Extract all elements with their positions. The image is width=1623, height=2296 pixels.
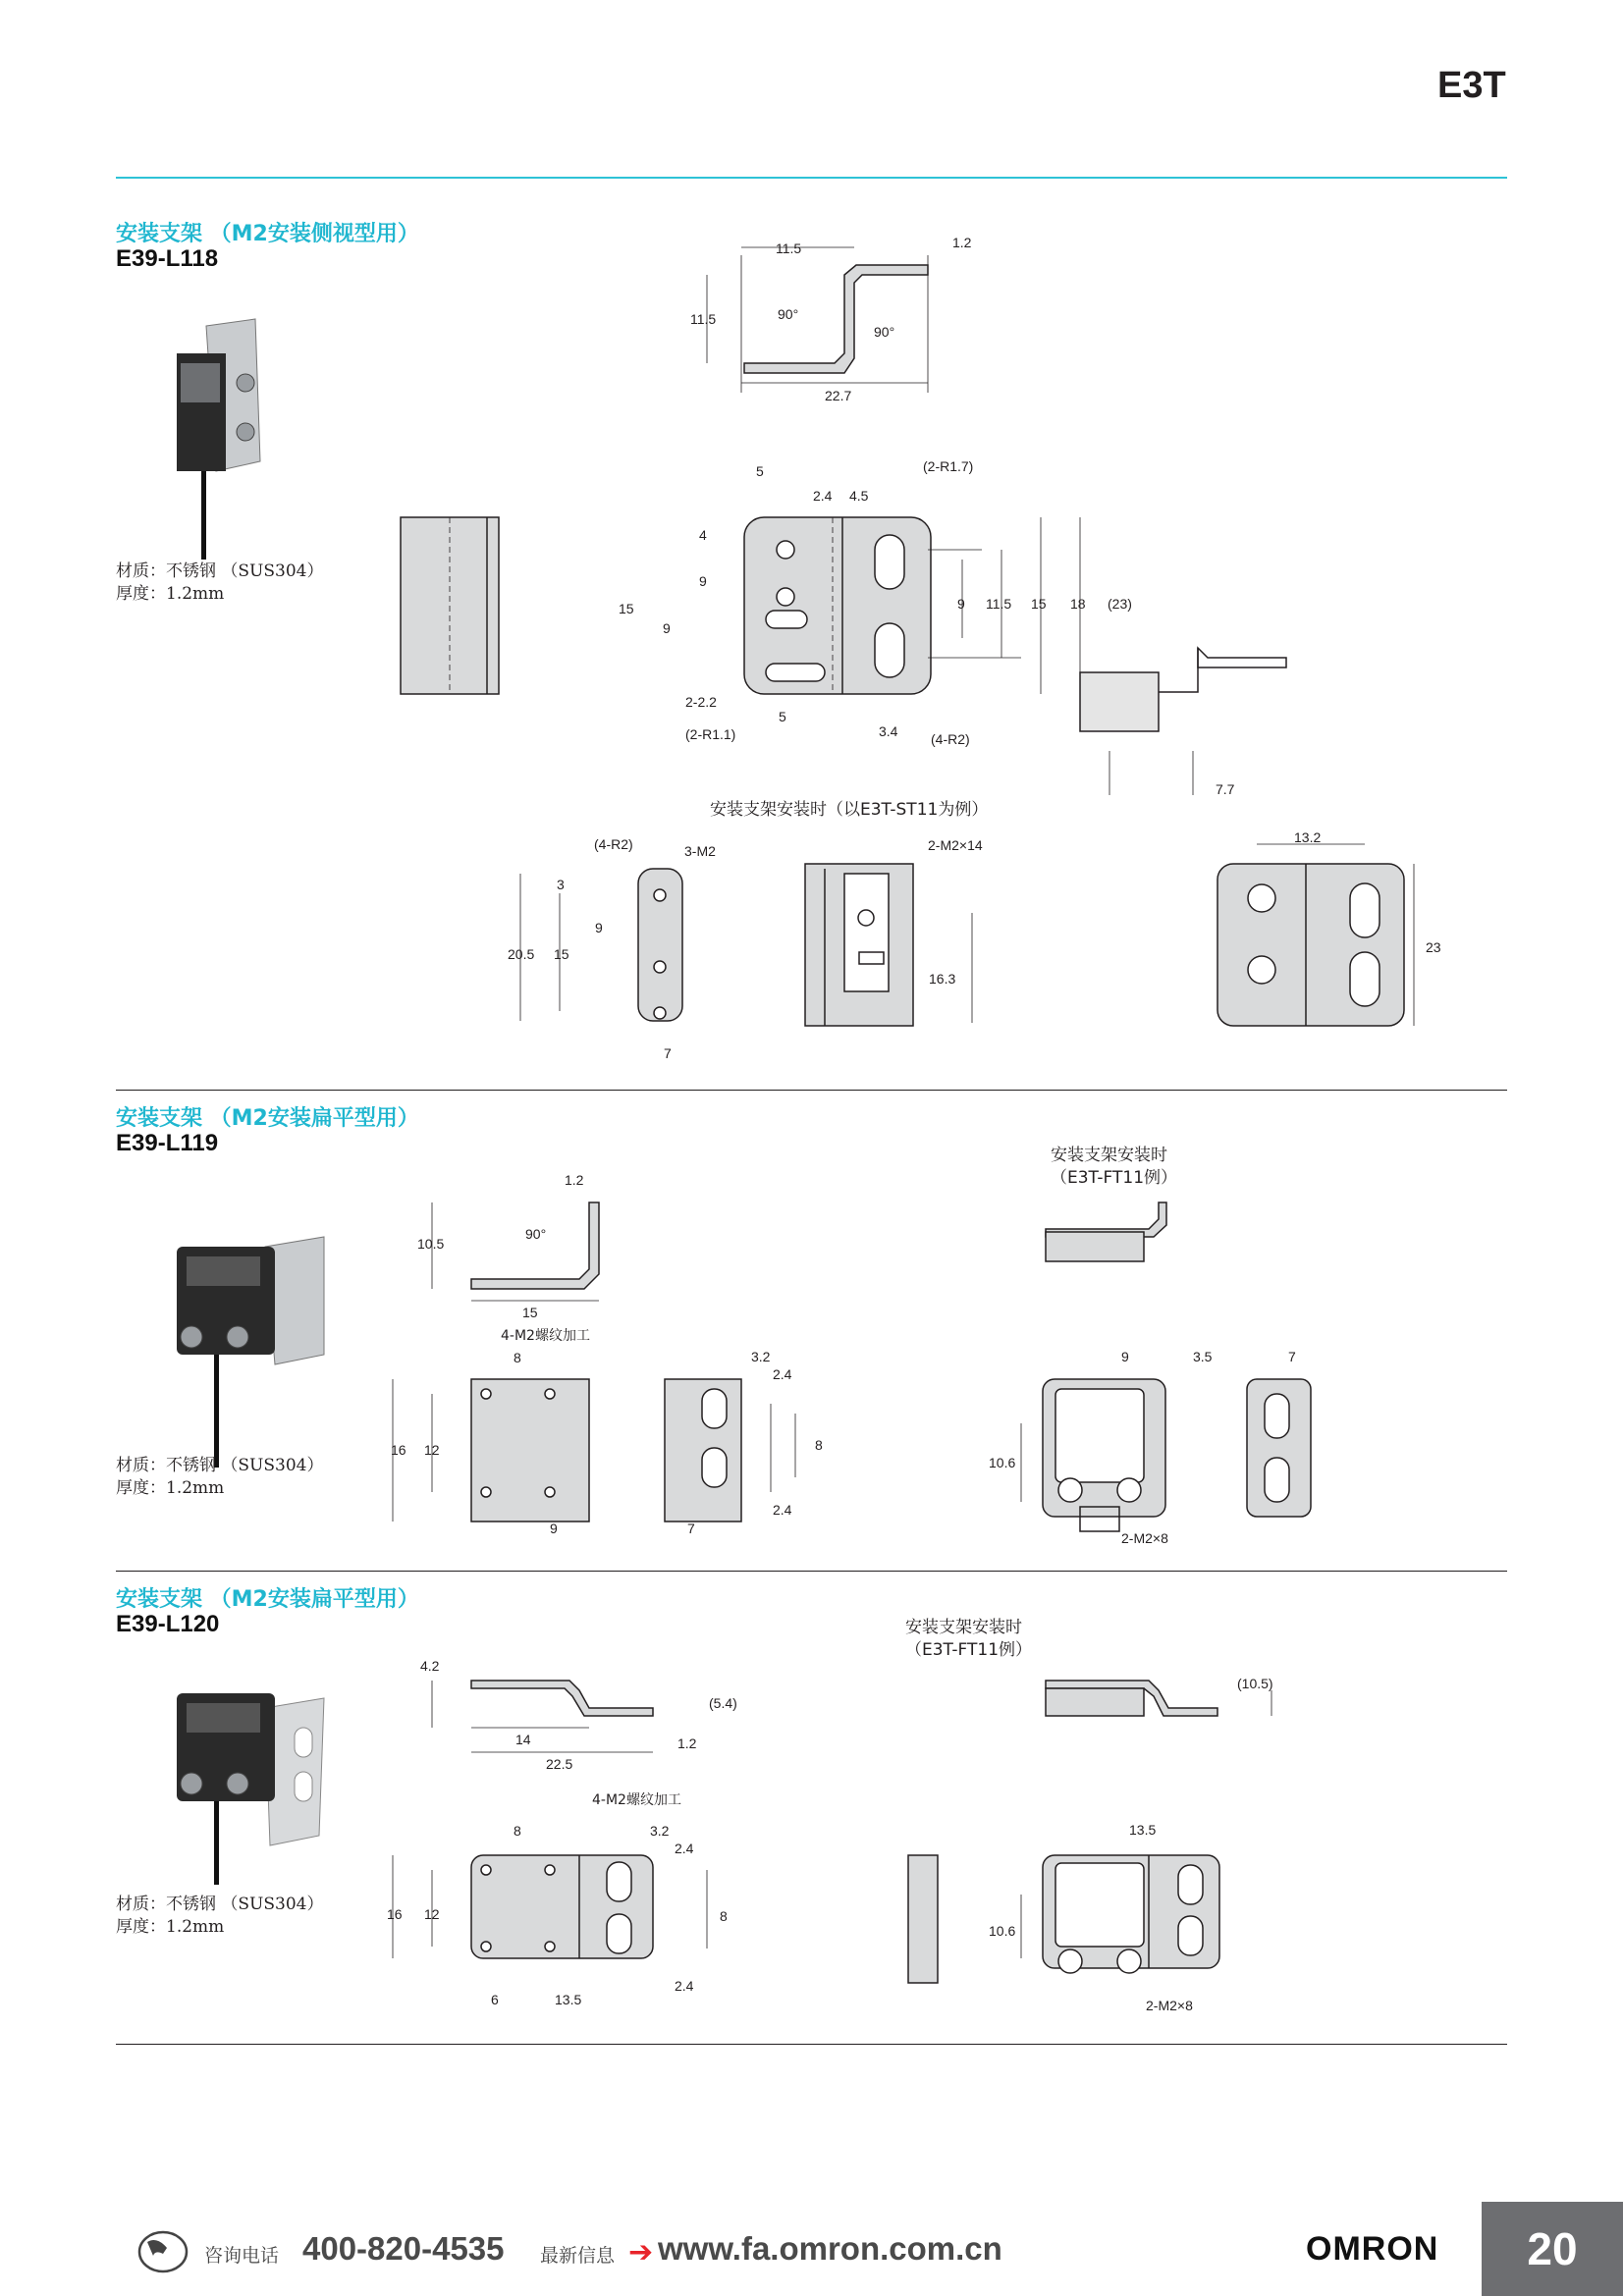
dim: 1.2	[565, 1172, 584, 1188]
dim: 22.7	[825, 388, 852, 403]
hotline-phone: 400-820-4535	[302, 2230, 505, 2267]
dim: 2.4	[675, 1978, 694, 1994]
dim: 9	[699, 573, 707, 589]
dim: 90°	[874, 324, 895, 340]
dim: 3.2	[650, 1823, 670, 1839]
dim: 7	[1288, 1349, 1296, 1364]
mount-caption-3b: （E3T-FT11例）	[905, 1640, 1033, 1660]
hotline-phone-icon	[135, 2228, 190, 2275]
model-number-1: E39-L118	[116, 245, 219, 272]
dim: 3	[557, 877, 565, 892]
website-link[interactable]: www.fa.omron.com.cn	[658, 2230, 1002, 2267]
dim: 11.5	[986, 596, 1012, 612]
dim: 5	[756, 463, 764, 479]
dim: 20.5	[508, 946, 535, 962]
dim: 2-M2×14	[928, 837, 983, 853]
thickness-3: 厚度：1.2mm	[116, 1917, 225, 1937]
dim: 90°	[525, 1226, 547, 1242]
dim: 7	[664, 1045, 672, 1061]
dim: (4-R2)	[931, 731, 970, 747]
dim: 2.4	[813, 488, 833, 504]
dim: 12	[424, 1442, 440, 1458]
product-photo-2	[157, 1227, 334, 1472]
dim: 2.4	[675, 1841, 694, 1856]
hotline-label: 咨询电话	[204, 2245, 280, 2267]
dim: 7	[687, 1521, 695, 1536]
dim: 16.3	[929, 971, 956, 987]
dim: 23	[1426, 939, 1441, 955]
dim-top: 11.5	[776, 240, 802, 256]
dim: 3.5	[1193, 1349, 1213, 1364]
section-divider-1	[116, 1090, 1507, 1091]
dim: 13.2	[1294, 829, 1322, 845]
news-label: 最新信息	[540, 2245, 616, 2267]
dim: 15	[1031, 596, 1047, 612]
omron-logo: OMRON	[1306, 2230, 1439, 2268]
dim: 2-M2×8	[1121, 1530, 1168, 1546]
model-number-3: E39-L120	[116, 1611, 220, 1637]
thickness-1: 厚度：1.2mm	[116, 584, 225, 604]
dim: (5.4)	[709, 1695, 737, 1711]
dim: 15	[522, 1305, 538, 1320]
section-divider-2	[116, 1571, 1507, 1572]
product-photo-3	[157, 1659, 334, 1885]
mount-caption-3a: 安装支架安装时	[905, 1618, 1022, 1637]
material-3: 材质：不锈钢 （SUS304）	[116, 1895, 324, 1914]
section-divider-3	[116, 2044, 1507, 2045]
dim: 12	[424, 1906, 440, 1922]
dim: (2-R1.7)	[923, 458, 974, 474]
dim: 13.5	[555, 1992, 582, 2007]
dim: 16	[387, 1906, 403, 1922]
dim: 6	[491, 1992, 499, 2007]
section-title-1: 安装支架 （M2安装侧视型用）	[116, 222, 419, 246]
dim: 5	[779, 709, 786, 724]
arrow-right-icon: ➔	[628, 2235, 654, 2269]
dim: 1.2	[677, 1735, 697, 1751]
section-title-2: 安装支架 （M2安装扁平型用）	[116, 1106, 419, 1131]
dim: 9	[550, 1521, 558, 1536]
drawing-e39-l118	[393, 226, 1441, 1090]
mount-caption-2a: 安装支架安装时	[1051, 1146, 1167, 1165]
dim: 3.2	[751, 1349, 771, 1364]
dim: 16	[391, 1442, 406, 1458]
dim: (4-R2)	[594, 836, 633, 852]
dim: 9	[663, 620, 671, 636]
dim: 9	[595, 920, 603, 935]
mount-caption-1: 安装支架安装时（以E3T-ST11为例）	[710, 800, 989, 820]
dim: 3-M2	[684, 843, 716, 859]
drawing-e39-l120	[387, 1618, 1414, 2042]
dim: 90°	[778, 306, 799, 322]
mount-caption-2b: （E3T-FT11例）	[1051, 1168, 1178, 1188]
material-2: 材质：不锈钢 （SUS304）	[116, 1456, 324, 1475]
material-1: 材质：不锈钢 （SUS304）	[116, 561, 324, 581]
page-number: 20	[1482, 2202, 1623, 2296]
dim: 4	[699, 527, 707, 543]
dim: 7.7	[1216, 781, 1235, 797]
dim: 1.2	[952, 235, 972, 250]
dim: 22.5	[546, 1756, 573, 1772]
dim: 10.5	[417, 1236, 445, 1252]
dim: 13.5	[1129, 1822, 1157, 1838]
dim: 4-M2螺纹加工	[501, 1328, 590, 1344]
dim: (23)	[1108, 596, 1132, 612]
dim: (10.5)	[1237, 1676, 1273, 1691]
dim: 2.4	[773, 1502, 792, 1518]
dim: 2-2.2	[685, 694, 717, 710]
section-title-3: 安装支架 （M2安装扁平型用）	[116, 1587, 419, 1612]
dim: 11.5	[690, 311, 717, 327]
dim: 8	[720, 1908, 728, 1924]
dim: 3.4	[879, 723, 898, 739]
dim: 9	[1121, 1349, 1129, 1364]
drawing-e39-l119	[393, 1139, 1414, 1571]
dim: 18	[1070, 596, 1086, 612]
dim: 15	[619, 601, 634, 616]
dim: (2-R1.1)	[685, 726, 736, 742]
dim: 8	[514, 1350, 521, 1365]
header-rule	[116, 177, 1507, 179]
model-number-2: E39-L119	[116, 1130, 219, 1156]
dim: 14	[515, 1732, 531, 1747]
dim: 2.4	[773, 1366, 792, 1382]
dim: 4.5	[849, 488, 869, 504]
product-photo-1	[147, 314, 295, 560]
dim: 8	[815, 1437, 823, 1453]
dim: 4-M2螺纹加工	[592, 1792, 681, 1808]
dim: 10.6	[989, 1455, 1016, 1470]
dim: 2-M2×8	[1146, 1998, 1193, 2013]
dim: 15	[554, 946, 569, 962]
series-label: E3T	[1437, 65, 1506, 106]
dim: 10.6	[989, 1923, 1016, 1939]
dim: 4.2	[420, 1658, 440, 1674]
thickness-2: 厚度：1.2mm	[116, 1478, 225, 1498]
dim: 9	[957, 596, 965, 612]
dim: 8	[514, 1823, 521, 1839]
